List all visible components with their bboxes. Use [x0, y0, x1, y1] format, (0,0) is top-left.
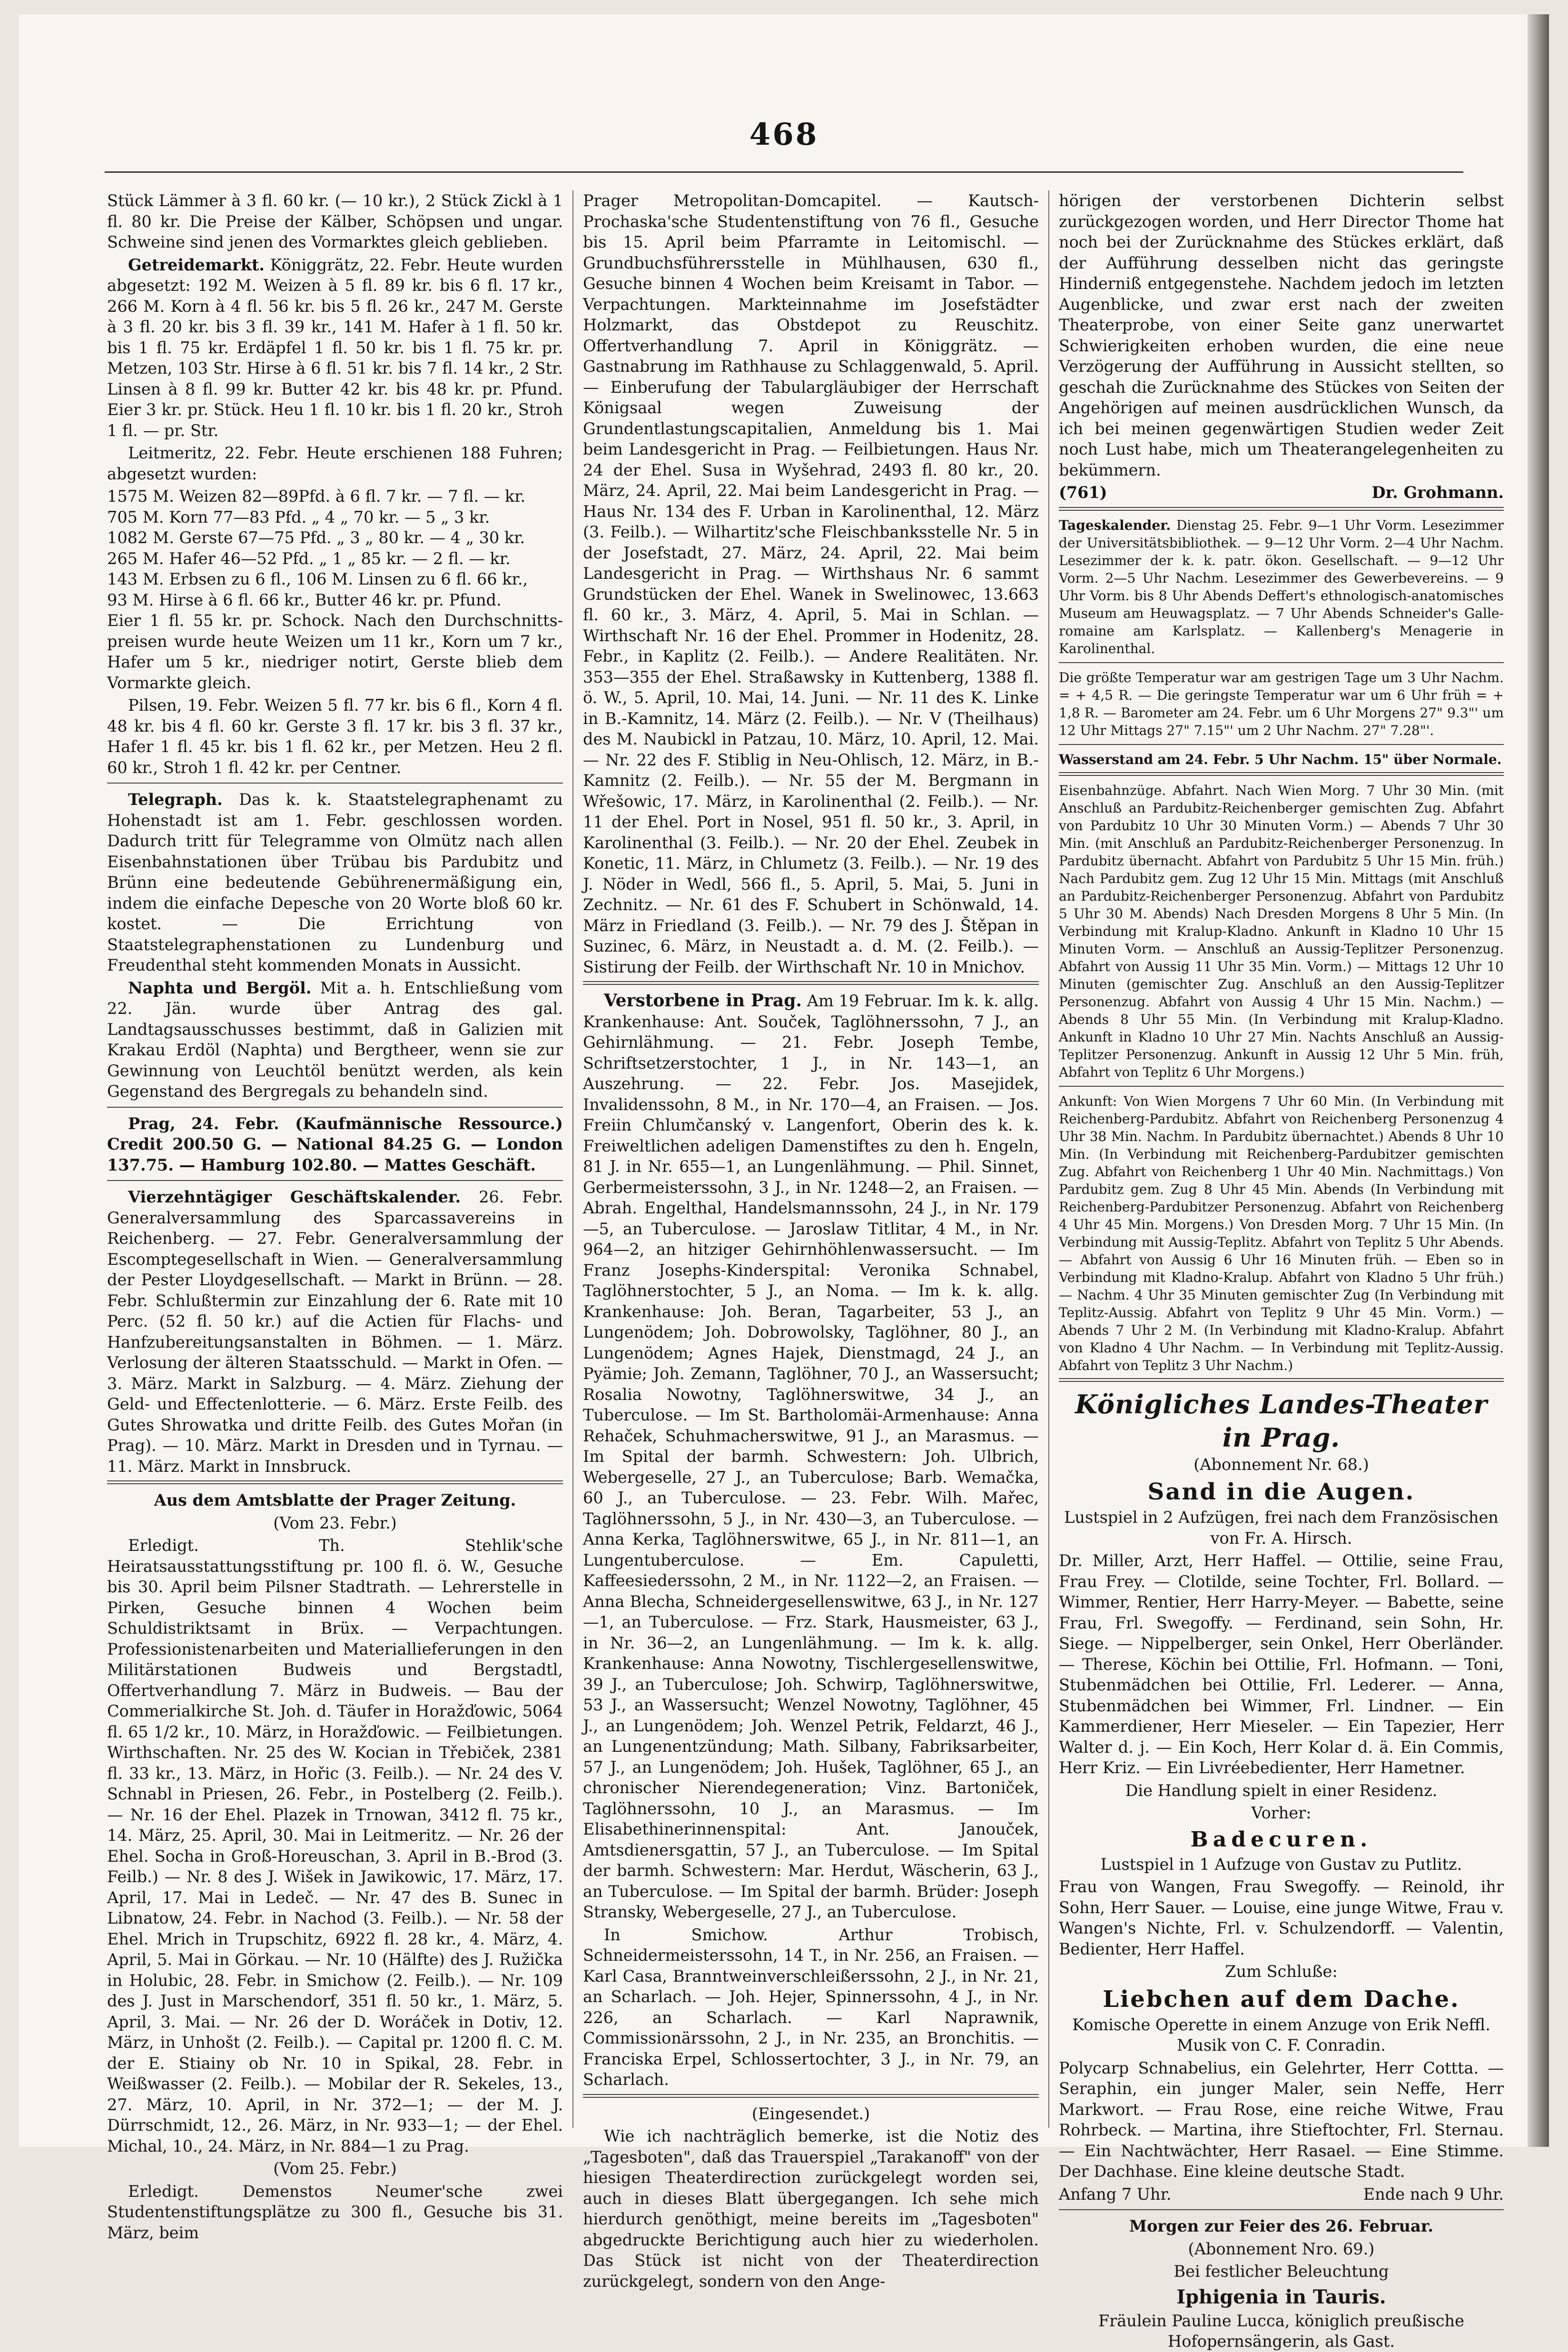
- section-double-rule: [107, 1480, 563, 1484]
- section-rule: [1059, 2209, 1504, 2210]
- cast-list: Dr. Miller, Arzt, Herr Haffel. — Ottilie, seine Frau, Frau Frey. — Clotilde, seine Tochter, Frl. Bollard. — Wimmer, Rentier, Herr Harry-Meyer. — Babette, seine Frau, Frl. Swegoffy. — Ferdinand, sein Sohn, Hr. Siege. — Nippelberger, sein Onkel, Herr Oberländer. — Therese, Köchin bei Ottilie, Frl. Hofmann. — Toni, Stubenmädchen bei Ottilie, Frl. Lederer. — Anna, Stubenmädchen bei Wimmer, Frl. Lindner. — Ein Kammerdiener, Herr Mieseler. — Ein Tapezier, Herr Walter d. j. — Ein Koch, Herr Kolar d. ä. Ein Commis, Herr Kriz. — Ein Livréebedienter, Herr Hametner.: [1059, 1551, 1504, 1777]
- cast-list: Polycarp Schnabelius, ein Gelehrter, Herr Cottta. — Seraphin, ein junger Maler, sein Neffe, Herr Markwort. — Frau Rose, eine reiche Witwe, Frau Rohrbeck. — Martina, ihre Stieftochter, Frl. Sternau. — Ein Nachtwächter, Herr Rasael. — Eine Stimme. Der Dachhase. Eine kleine deutsche Stadt.: [1059, 2058, 1504, 2181]
- grain-market-heading: Getreidemarkt.: [128, 255, 265, 274]
- submitted-heading: (Eingesendet.): [751, 2104, 870, 2123]
- market-paragraph: Stück Lämmer à 3 fl. 60 kr. (— 10 kr.), 2 Stück Zickl à 1 fl. 80 kr. Die Preise der Kälber, Schöpsen und ungar. Schweine sind jenen des Vormarktes gleich geblieben.: [107, 191, 563, 251]
- day-calendar-text: Dienstag 25. Febr. 9—1 Uhr Vorm. Lesezimmer der Universitätsbibliothek. — 9—12 Uhr Vorm. 2—4 Uhr Nachm. Lesezimmer der k. k. patr. ökon. Gesellschaft. — 9—12 Uhr Vorm. 2—5 Uhr Nachm. Lesezimmer des Gewerbevereins. — 9 Uhr Vorm. bis 8 Uhr Abends Deffert's ethnologisch-anatomisches Museum am Heuwagsplatz. — 7 Uhr Abends Schneider's Galle-romaine am Karlsplatz. — Kallenberg's Menagerie in Karolinenthal.: [1059, 517, 1504, 656]
- official-gazette-date: (Vom 25. Febr.): [273, 2159, 397, 2178]
- newspaper-page: [19, 14, 1549, 2351]
- section-rule: [1059, 1086, 1504, 1087]
- abonnement-note: (Abonnement Nro. 69.): [1188, 2239, 1375, 2258]
- end-time: Ende nach 9 Uhr.: [1363, 2184, 1504, 2203]
- column-divider: [1048, 190, 1049, 2128]
- day-calendar-paragraph: [1059, 516, 1504, 657]
- gazette-continued-paragraph: Prager Metropolitan-Domcapitel. — Kautsch-Prochaska'sche Studentenstiftung von 76 fl., Gesuche bis 15. April beim Pfarramte in Leitomischl. — Grundbuchsführersstelle in Mühlhausen, 630 fl., Gesuche binnen 4 Wochen beim Kreisamt in Tabor. — Verpachtungen. Markteinnahme im Josefstädter Holzmarkt, das Obstdepot zu Reuschitz. Offertverhandlung 7. April in Königgrätz. — Gastnabrung im Rathhause zu Schlaggenwald, 5. April. — Einberufung der Tabulargläubiger der Herrschaft Königsaal wegen Zuweisung der Grundentlastungscapitalien, Anmeldung bis 1. Mai beim Landesgericht in Prag. — Feilbietungen. Haus Nr. 24 der Ehel. Susa in Wyšehrad, 2493 fl. 80 kr., 20. März, 24. April, 22. Mai beim Landesgericht in Prag. — Haus Nr. 134 des F. Urban in Karolinenthal, 12. März (3. Feilb.). — Wilhartitz'sche Fleischbanksstelle Nr. 5 in der Josefstadt, 27. März, 24. April, 22. Mai beim Landesgericht in Prag. — Wirthshaus Nr. 6 sammt Grundstücken der Ehel. Wanek in Swelinowec, 13.663 fl. 60 kr., 3. März, 4. April, 5. Mai in Schlan. — Wirthschaft Nr. 16 der Ehel. Prommer in Hodenitz, 28. Febr., in Kaplitz (2. Feilb.). — Andere Realitäten. Nr. 353—355 der Ehel. Straßawsky in Kuttenberg, 1388 fl. ö. W., 5. April, 10. Mai, 14. Juni. — Nr. 11 des K. Linke in B.-Kamnitz, 14. März (2. Feilb.). — Nr. V (Theilhaus) des M. Naubickl in Patzau, 10. März, 10. April, 12. Mai. — Nr. 22 des F. Stiblig in Neu-Ohlisch, 12. März, in B.-Kamnitz (2. Feilb.). — Nr. 55 der M. Bergmann in Wřešowic, 17. März, in Karolinenthal (2. Feilb.). — Nr. 11 der Ehel. Port in Nosel, 951 fl. 50 kr., 3. April, in Karolinenthal (3. Feilb.). — Nr. 20 der Ehel. Zeubek in Konetic, 11. März, in Chlumetz (3. Feilb.). — Nr. 19 des J. Nöder in Wedl, 566 fl., 5. April, 5. Mai, 5. Juni in Zechnitz. — Nr. 61 des F. Schubert in Schönwald, 14. März in Friedland (3. Feilb.). — Nr. 79 des J. Štěpan in Suzinec, 6. März, in Neustadt a. d. M. (2. Feilb.). — Sistirung der Feilb. der Wirthschaft Nr. 10 in Mnichov.: [583, 191, 1039, 976]
- start-time: Anfang 7 Uhr.: [1059, 2184, 1172, 2203]
- section-double-rule: [1059, 507, 1504, 511]
- telegraph-text: Das k. k. Staatstelegraphenamt zu Hohenstadt ist am 1. Febr. geschlossen worden. Dadurch tritt für Telegramme von Olmütz nach allen Eisenbahnstationen über Trübau bis Pardubitz und Brünn eine bedeutende Gebührenermäßigung ein, indem die einfache Depesche von 20 Worte bloß 60 kr. kostet. — Die Errichtung von Staatstelegraphenstationen zu Lundenburg und Freudenthal steht kommenden Monats in Aussicht.: [107, 790, 563, 974]
- leitmeritz-table: [107, 486, 563, 610]
- day-calendar-heading: Tageskalender.: [1059, 517, 1171, 533]
- submitted-text: Wie ich nachträglich bemerke, ist die Notiz des „Tagesboten", daß das Trauerspiel „Tarakanoff" von der hiesigen Theaterdirection zurückgelegt worden sei, auch in dieses Blatt übergegangen. Ich sehe mich hierdurch genöthigt, meine bereits im „Tagesboten" abgedruckte Berichtigung auch hier zu wiederholen. Das Stück ist nicht von der Theaterdirection zurückgelegt, sondern von den Ange-: [583, 2127, 1039, 2291]
- deaths-text: Im k. k. allg. Krankenhause: Ant. Souček, Taglöhnerssohn, 7 J., an Gehirnlähmung. — 21. Febr. Joseph Tembe, Schriftsetzerstochter, 1 J., in Nr. 143—1, an Auszehrung. — 22. Febr. Jos. Masejidek, Invalidenssohn, 8 M., in Nr. 170—4, an Fraisen. — Jos. Freiin Chlumčanský v. Langenfort, Oberin des k. k. Freiweltlichen adeligen Damenstiftes zu den h. Engeln, 81 J. in Nr. 655—1, an Lungenlähmung. — Phil. Sinnet, Gerbermeisterssohn, 3 J., in Nr. 1248—2, an Fraisen. — Abrah. Engelthal, Handelsmannssohn, 24 J., in Nr. 179—5, an Tuberculose. — Jaroslaw Titlitar, 4 M., in Nr. 964—2, an hitziger Gehirnhöhlenwassersucht. — Im Franz Josephs-Kinderspital: Veronika Schnabel, Taglöhnerstochter, 5 J., an Noma. — Im k. k. allg. Krankenhause: Joh. Beran, Tagarbeiter, 53 J., an Lungenödem; Joh. Dobrowolsky, Taglöhner, 80 J., an Lungenödem; Agnes Hajek, Dienstmagd, 24 J., an Pyämie; Joh. Zemann, Taglöhner, 70 J., an Wassersucht; Rosalia Nowotny, Taglöhnerswitwe, 34 J., an Tuberculose. — Im St. Bartholomäi-Armenhause: Anna Rehaček, Schuhmacherswitwe, 91 J., an Marasmus. — Im Spital der barmh. Schwestern: Joh. Ulbrich, Webergeselle, 27 J., an Tuberculose; Barb. Wemačka, 60 J., an Tuberculose. — 23. Febr. Wilh. Mařec, Taglöhnerssohn, 5 J., in Nr. 430—3, an Tuberculose. — Anna Kerka, Taglöhnerswitwe, 65 J., in Nr. 811—1, an Lungentuberculose. — Em. Capuletti, Kaffeesiederssohn, 2 M., in Nr. 1122—2, an Fraisen. — Anna Blecha, Schneidergesellenswitwe, 63 J., in Nr. 127—1, an Tuberculose. — Frz. Stark, Hausmeister, 63 J., in Nr. 36—2, an Lungenlähmung. — Im k. k. allg. Krankenhause: Anna Nowotny, Tischlergesellenswitwe, 39 J., an Tuberculose; Joh. Schwirp, Taglöhnerswitwe, 53 J., an Wassersucht; Wenzel Nowotny, Taglöhner, 45 J., an Lungenödem; Joh. Wenzel Petrik, Feldarzt, 46 J., an Lungenentzündung; Math. Silbany, Fabriksarbeiter, 57 J., an Lungenödem; Joh. Hušek, Taglöhner, 65 J., an chronischer Nierendegeneration; Vinz. Bartoniček, Taglöhnerssohn, 10 J., an Marasmus. — Im Elisabethinerinnenspital: Ant. Janouček, Amtsdienersgattin, 57 J., an Tuberculose. — Im Spital der barmh. Schwestern: Mar. Herdut, Wäscherin, 63 J., an Tuberculose. — Im Spital der barmh. Brüder: Joseph Stransky, Webergeselle, 27 J., an Tuberculose.: [583, 992, 1039, 1921]
- column-right: [1059, 190, 1504, 2351]
- table-row: 143 M. Erbsen zu 6 fl., 106 M. Linsen zu 6 fl. 66 kr.,: [107, 570, 528, 588]
- section-rule: [107, 1180, 563, 1181]
- deaths-paragraph: [583, 991, 1039, 1923]
- business-calendar-text: 26. Febr. Generalversammlung des Sparcassavereins in Reichenberg. — 27. Febr. Generalversammlung der Escomptegesellschaft in Wien. — Generalversammlung der Pester Lloydgesellschaft. — Markt in Brünn. — 28. Febr. Schlußtermin zur Einzahlung der 6. Rate mit 10 Perc. (52 fl. 50 kr.) auf die Actien für Flachs- und Hanfzubereitungsanstalten in Böhmen. — 1. März. Verlosung der älteren Staatsschuld. — Markt in Ofen. — 3. März. Markt in Salzburg. — 4. März. Ziehung der Geld- und Effectenlotterie. — 6. März. Erste Feilb. des Gutes Shrowatka und dritte Feilb. des Gutes Mořan (in Prag). — 10. März. Markt in Dresden und in Tyrnau. — 11. März. Markt in Innsbruck.: [107, 1188, 563, 1476]
- section-double-rule: [1059, 772, 1504, 776]
- page-edge-shadow: [1528, 14, 1549, 2147]
- train-arrivals-paragraph: Ankunft: Von Wien Morgens 7 Uhr 60 Min. (In Verbindung mit Reichenberg-Pardubitz. Abfahrt von Reichenberg Personenzug 4 Uhr 38 Min. Nachm. In Pardubitz übernachtet.) Abends 8 Uhr 10 Min. (In Verbindung mit Reichenberg-Pardubitzer gemischten Zug. Abfahrt von Reichenberg 1 Uhr 40 Min. Nachmittags.) Von Pardubitz gem. Zug 8 Uhr 45 Min. Abends (In Verbindung mit Reichenberg-Pardubitzer Personenzug. Abfahrt von Reichenberg 4 Uhr 45 Min. Morgens.) Von Dresden Morg. 7 Uhr 15 Min. (In Verbindung mit Aussig-Teplitz. Abfahrt von Teplitz 5 Uhr Abends. — Abfahrt von Aussig 6 Uhr 16 Minuten früh. — Eben so in Verbindung mit Kladno-Kralup. Abfahrt von Kladno 5 Uhr früh.) — Nachm. 4 Uhr 35 Minuten gemischter Zug (In Verbindung mit Teplitz-Aussig. Abfahrt von Teplitz 9 Uhr 45 Min. Vorm.) — Abends 7 Uhr 2 M. (In Verbindung mit Kladno-Kralup. Abfahrt von Kladno 4 Uhr Nachm. — In Verbindung mit Teplitz-Aussig. Abfahrt von Teplitz 3 Uhr Nachm.): [1059, 1093, 1504, 1373]
- play-title: Iphigenia in Tauris.: [1176, 2285, 1386, 2308]
- deaths-date: Am 19 Februar.: [807, 992, 933, 1010]
- page-number: 468: [749, 117, 819, 152]
- submitted-continued: hörigen der verstorbenen Dichterin selbst zurückgezogen worden, und Herr Director Thome hat noch bei der Zurücknahme des Stückes erklärt, daß der Aufführung desselben nicht das geringste Hinderniß entgegenstehe. Nachdem jedoch im letzten Augenblicke, und zwar erst nach der zweiten Theaterprobe, von einer Seite ganz unerwartet Schwierigkeiten erhoben wurden, die eine neue Verzögerung der Aufführung in Aussicht stellten, so geschah die Zurücknahme des Stückes von Seiten der Angehörigen auf meinen ausdrücklichen Wunsch, da ich bei meinen gegenwärtigen Studien weder Zeit noch Lust habe, mich um Theaterangelegenheiten zu bekümmern.: [1059, 191, 1504, 479]
- table-row: 1575 M. Weizen 82—89Pfd. à 6 fl. 7 kr. — 7 fl. — kr.: [107, 487, 526, 506]
- temperature-paragraph: Die größte Temperatur war am gestrigen Tage um 3 Uhr Nachm. = + 4,5 R. — Die geringste Temperatur war um 6 Uhr früh = + 1,8 R. — Barometer am 24. Febr. um 6 Uhr Morgens 27" 9.3"' um 12 Uhr Mittags 27" 7.15"' um 2 Uhr Nachm. 27" 7.28"'.: [1059, 669, 1504, 738]
- train-departures-paragraph: Eisenbahnzüge. Abfahrt. Nach Wien Morg. 7 Uhr 30 Min. (mit Anschluß an Pardubitz-Reichenberger gemischten Zug. Abfahrt von Pardubitz 10 Uhr 30 Minuten Vorm.) — Abends 7 Uhr 30 Min. (mit Anschluß an Pardubitz-Reichenberger Personenzug. In Pardubitz übernacht. Abfahrt von Pardubitz 5 Uhr 15 Min. früh.) Nach Pardubitz gem. Zug 12 Uhr 15 Min. Mittags (mit Anschluß an Pardubitz-Reichenberger Personenzug. Abfahrt von Pardubitz 5 Uhr 30 M. Abends) Nach Dresden Morgens 8 Uhr 5 Min. (In Verbindung mit Kralup-Kladno. Ankunft in Kladno 10 Uhr 15 Minuten Vorm. — Anschluß an Aussig-Teplitzer Personenzug. Abfahrt von Aussig 11 Uhr 35 Min. Vorm.) — Mittags 12 Uhr 10 Minuten (gemischter Zug. Anschluß an den Aussig-Teplitzer Personenzug. Abfahrt von Aussig 4 Uhr 15 Min. Nachm.) — Abends 8 Uhr 55 Min. (In Verbindung mit Kralup-Kladno. Ankunft in Kladno 10 Uhr 27 Min. Nachts Anschluß an Aussig-Teplitzer Personenzug. Ankunft in Aussig 12 Uhr 5 Min. früh, Abfahrt von Teplitz 6 Uhr Morgens.): [1059, 782, 1504, 1080]
- signature-line: [1059, 482, 1504, 503]
- business-calendar-heading: Vierzehntägiger Geschäftskalender.: [128, 1188, 461, 1206]
- section-rule: [1059, 662, 1504, 663]
- leitmeritz-paragraph: Leitmeritz, 22. Febr. Heute erschienen 188 Fuhren; abgesetzt wurden:: [107, 444, 563, 483]
- grain-market-paragraph: [107, 255, 563, 441]
- scene-note: Die Handlung spielt in einer Residenz.: [1125, 1781, 1438, 1800]
- abonnement-note: (Abonnement Nr. 68.): [1193, 1455, 1369, 1474]
- play-subtitle: Komische Operette in einem Anzuge von Erik Neffl. Musik von C. F. Conradin.: [1072, 2015, 1490, 2054]
- pilsen-paragraph: Pilsen, 19. Febr. Weizen 5 fl. 77 kr. bis 6 fl., Korn 4 fl. 48 kr. bis 4 fl. 60 kr. Gerste 3 fl. 17 kr. bis 3 fl. 37 kr., Hafer 1 fl. 45 kr. bis 1 fl. 62 kr., per Metzen. Heu 2 fl. 60 kr., Stroh 1 fl. 42 kr. per Centner.: [107, 696, 563, 777]
- naphta-paragraph: [107, 978, 563, 1102]
- play-subtitle: Lustspiel in 1 Aufzuge von Gustav zu Putlitz.: [1100, 1855, 1462, 1874]
- smichow-paragraph: In Smichow. Arthur Trobisch, Schneidermeisterssohn, 14 T., in Nr. 256, an Fraisen. — Karl Casa, Branntweinverschleißerssohn, 2 J., in Nr. 21, an Scharlach. — Joh. Hejer, Spinnerssohn, 4 J., in Nr. 226, an Scharlach. — Karl Naprawnik, Commissionärssohn, 2 J., in Nr. 235, an Bronchitis. — Franciska Erpel, Schlossertochter, 3 J., in Nr. 79, an Scharlach.: [583, 1925, 1039, 2089]
- official-gazette-heading: Aus dem Amtsblatte der Prager Zeitung.: [154, 1491, 516, 1509]
- section-double-rule: [583, 981, 1039, 985]
- table-row: 705 M. Korn 77—83 Pfd. „ 4 „ 70 kr. — 5 „ 3 kr.: [107, 507, 490, 526]
- column-middle: [583, 190, 1039, 2291]
- column-left: [107, 190, 563, 2242]
- naphta-heading: Naphta und Bergöl.: [128, 978, 312, 997]
- finale-label: Zum Schluße:: [1225, 1962, 1338, 1981]
- tomorrow-heading: Morgen zur Feier des 26. Februar.: [1129, 2217, 1433, 2235]
- prague-exchange-paragraph: Prag, 24. Febr. (Kaufmännische Ressource.) Credit 200.50 G. — National 84.25 G. — London 137.75. — Hamburg 102.80. — Mattes Geschäft.: [107, 1114, 563, 1174]
- play-title: Sand in die Augen.: [1147, 1479, 1415, 1505]
- guest-note: Fräulein Pauline Lucca, königlich preußische Hofopernsängerin, als Gast.: [1098, 2311, 1464, 2351]
- illumination-note: Bei festlicher Beleuchtung: [1174, 2262, 1389, 2281]
- table-row: 93 M. Hirse à 6 fl. 66 kr., Butter 46 kr. pr. Pfund.: [107, 590, 502, 609]
- business-calendar-paragraph: [107, 1187, 563, 1477]
- telegraph-heading: Telegraph.: [128, 790, 223, 809]
- before-label: Vorher:: [1251, 1804, 1312, 1822]
- play-title: Badecuren.: [1190, 1827, 1372, 1852]
- play-title: Liebchen auf dem Dache.: [1103, 1985, 1460, 2013]
- deaths-heading: Verstorbene in Prag.: [604, 991, 802, 1011]
- naphta-text: Mit a. h. Entschließung vom 22. Jän. wurde über Antrag des gal. Landtagsausschusses bestimmt, daß in Galizien mit Krakau Erdöl (Naphta) und Bergtheer, wenn sie zur Gewinnung von Leuchtöl benützt werden, als kein Gegenstand des Bergregals zu behandeln sind.: [107, 978, 563, 1101]
- section-rule: [107, 783, 563, 784]
- signature-number: (761): [1059, 483, 1107, 502]
- section-rule: [1059, 744, 1504, 745]
- section-double-rule: [583, 2094, 1039, 2098]
- section-double-rule: [1059, 1378, 1504, 1382]
- section-rule: [107, 1107, 563, 1108]
- eggs-paragraph: Eier 1 fl. 55 kr. pr. Schock. Nach den Durchschnitts-preisen wurde heute Weizen um 11 kr., Korn um 7 kr., Hafer um 5 kr., niedriger notirt, Gerste blieb dem Vormarkte gleich.: [107, 611, 563, 692]
- water-level-paragraph: Wasserstand am 24. Febr. 5 Uhr Nachm. 15" über Normale.: [1059, 751, 1502, 767]
- official-gazette-text: Erledigt. Th. Stehlik'sche Heiratsausstattungsstiftung pr. 100 fl. ö. W., Gesuche bis 30. April beim Pilsner Stadtrath. — Lehrerstelle in Pirken, Gesuche binnen 4 Wochen beim Schuldistriktsamt in Brüx. — Verpachtungen. Professionistenarbeiten und Materiallieferungen in den Militärstationen Budweis und Bergstadtl, Offertverhandlung 7. März in Budweis. — Bau der Commerialkirche St. Joh. d. Täufer in Horažďowic, 5064 fl. 65 1/2 kr., 10. März, in Horažďowic. — Feilbietungen. Wirthschaften. Nr. 25 des W. Kocian in Třebiček, 2381 fl. 33 kr., 13. März, in Hořic (3. Feilb.). — Nr. 24 des V. Schnabl in Priesen, 26. Febr., in Postelberg (2. Feilb.). — Nr. 16 der Ehel. Plazek in Trnowan, 3412 fl. 75 kr., 14. März, 25. April, 30. Mai in Leitmeritz. — Nr. 26 der Ehel. Socha in Groß-Horeuschan, 3. April in B.-Brod (3. Feilb.) — Nr. 8 des J. Wišek in Jawikowic, 17. März, 17. April, 17. Mai in Ledeč. — Nr. 47 des B. Sunec in Libnatow, 24. Febr. in Nachod (3. Feilb.). — Nr. 58 der Ehel. Mrich in Trupschitz, 6922 fl. 28 kr., 4. März, 4. April, 5. Mai in Görkau. — Nr. 10 (Hälfte) des J. Ružička in Holubic, 28. Febr. in Smichow (2. Feilb.). — Nr. 109 des J. Just in Marschendorf, 351 fl. 50 kr., 1. März, 5. April, 3. Mai. — Nr. 26 der D. Woráček in Dotiv, 12. März, in Unhošt (2. Feilb.). — Capital pr. 1200 fl. C. M. der E. Stiainy ob Nr. 10 in Spikal, 28. Febr. in Weißwasser (2. Feilb.). — Mobilar der R. Sekeles, 13., 27. März, 10. April, in Nr. 372—1; — der M. J. Dürrschmidt, 12., 26. März, in Nr. 933—1; — der Ehel. Michal, 10., 24. März, in Nr. 884—1 zu Prag.: [107, 1536, 563, 2155]
- official-gazette-date: (Vom 23. Febr.): [273, 1513, 397, 1532]
- theater-title: Königliches Landes-Theater in Prag.: [1075, 1389, 1488, 1453]
- table-row: 1082 M. Gerste 67—75 Pfd. „ 3 „ 80 kr. — 4 „ 30 kr.: [107, 528, 525, 547]
- telegraph-paragraph: [107, 789, 563, 976]
- header-rule: [105, 171, 1463, 173]
- times-line: [1059, 2184, 1504, 2205]
- table-row: 265 M. Hafer 46—52 Pfd. „ 1 „ 85 kr. — 2 fl. — kr.: [107, 549, 511, 568]
- grain-market-text: Königgrätz, 22. Febr. Heute wurden abgesetzt: 192 M. Weizen à 5 fl. 89 kr. bis 6 fl. 17 kr., 266 M. Korn à 4 fl. 56 kr. bis 5 fl. 26 kr., 247 M. Gerste à 3 fl. 20 kr. bis 3 fl. 39 kr., 141 M. Hafer à 1 fl. 50 kr. bis 1 fl. 75 kr. Erdäpfel 1 fl. 50 kr. bis 1 fl. 75 kr. pr. Metzen, 103 Str. Hirse à 6 fl. 51 kr. bis 7 fl. 14 kr., 2 Str. Linsen à 8 fl. 99 kr. Butter 42 kr. bis 48 kr. pr. Pfund. Eier 3 kr. pr. Stück. Heu 1 fl. 10 kr. bis 1 fl. 20 kr., Stroh 1 fl. — pr. Str.: [107, 255, 563, 440]
- column-divider: [572, 190, 573, 2128]
- cast-list: Frau von Wangen, Frau Swegoffy. — Reinold, ihr Sohn, Herr Sauer. — Louise, eine junge Witwe, Frau v. Wangen's Nichte, Frl. v. Schulzendorff. — Valentin, Bedienter, Herr Haffel.: [1059, 1877, 1504, 1958]
- play-subtitle: Lustspiel in 2 Aufzügen, frei nach dem Französischen von Fr. A. Hirsch.: [1064, 1508, 1499, 1548]
- signature-name: Dr. Grohmann.: [1371, 483, 1504, 502]
- official-gazette-text: Erledigt. Demenstos Neumer'sche zwei Studentenstiftungsplätze zu 300 fl., Gesuche bis 31. März, beim: [107, 2182, 563, 2242]
